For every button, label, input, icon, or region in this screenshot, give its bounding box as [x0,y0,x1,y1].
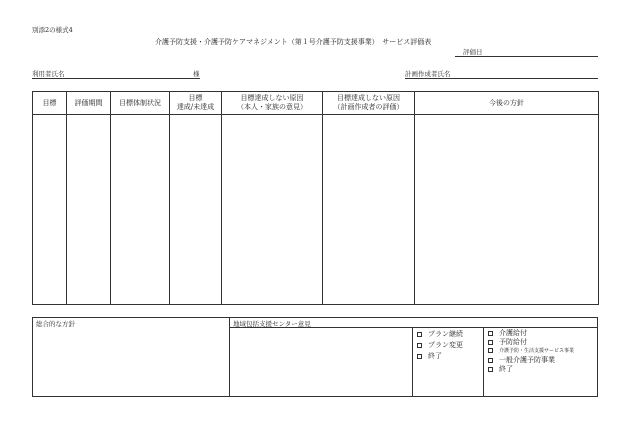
plan-option-continue[interactable]: プラン継続 [417,330,463,338]
col-future-policy: 今後の方針 [415,92,599,115]
checkbox-icon[interactable] [488,331,493,336]
service-option-care-benefit[interactable]: 介護給付 [488,329,527,337]
col-goal-status: 目標体制状況 [111,92,170,115]
cell-reason-family[interactable] [222,115,323,305]
plan-option-end[interactable]: 終了 [417,352,442,360]
checkbox-icon[interactable] [488,367,493,372]
planner-name-line [405,78,598,79]
checkbox-icon[interactable] [417,332,422,337]
cell-goal-status[interactable] [111,115,170,305]
checkbox-icon[interactable] [488,340,493,345]
service-options-divider [483,327,484,397]
table-header-row [33,92,599,115]
plan-option-change[interactable]: プラン変更 [417,341,463,349]
cell-future-policy[interactable] [415,115,599,305]
checkbox-icon[interactable] [488,358,493,363]
service-option-end[interactable]: 終了 [488,365,513,373]
service-option-prevention-benefit[interactable]: 予防給付 [488,338,527,346]
cell-achievement[interactable] [170,115,222,305]
form-title: 介護予防支援・介護予防ケアマネジメント（第１号介護予防支援事業） サービス評価表 [155,38,432,46]
honorific: 様 [193,70,200,78]
plan-options-divider [412,327,413,397]
checkbox-icon[interactable] [417,354,422,359]
center-opinion-label: 地域包括支援センター意見 [233,320,311,328]
overall-policy-box[interactable] [32,317,230,397]
col-goal: 目標 [33,92,67,115]
col-reason-family: 目標達成しない原因 （本人・家族の意見） [222,92,323,115]
col-reason-planner: 目標達成しない原因 （計画作成者の評価） [323,92,415,115]
cell-reason-planner[interactable] [323,115,415,305]
eval-date-line [455,56,598,57]
cell-goal[interactable] [33,115,67,305]
user-name-label: 利用者氏名 [32,70,65,78]
eval-date-label: 評価日 [463,48,483,56]
col-eval-period: 評価期間 [67,92,111,115]
service-option-life-support[interactable]: 介護予防・生活支援サービス事業 [488,347,574,355]
overall-policy-label: 総合的な方針 [36,320,75,328]
service-option-general-prevention[interactable]: 一般介護予防事業 [488,356,555,364]
evaluation-table [32,91,599,305]
form-id: 別添2の様式4 [32,26,73,34]
table-body-row [33,115,599,305]
planner-name-label: 計画作成者氏名 [405,70,451,78]
checkbox-icon[interactable] [488,348,493,353]
user-name-line [32,78,200,79]
checkbox-icon[interactable] [417,343,422,348]
cell-eval-period[interactable] [67,115,111,305]
col-achievement: 目標 達成/未達成 [170,92,222,115]
